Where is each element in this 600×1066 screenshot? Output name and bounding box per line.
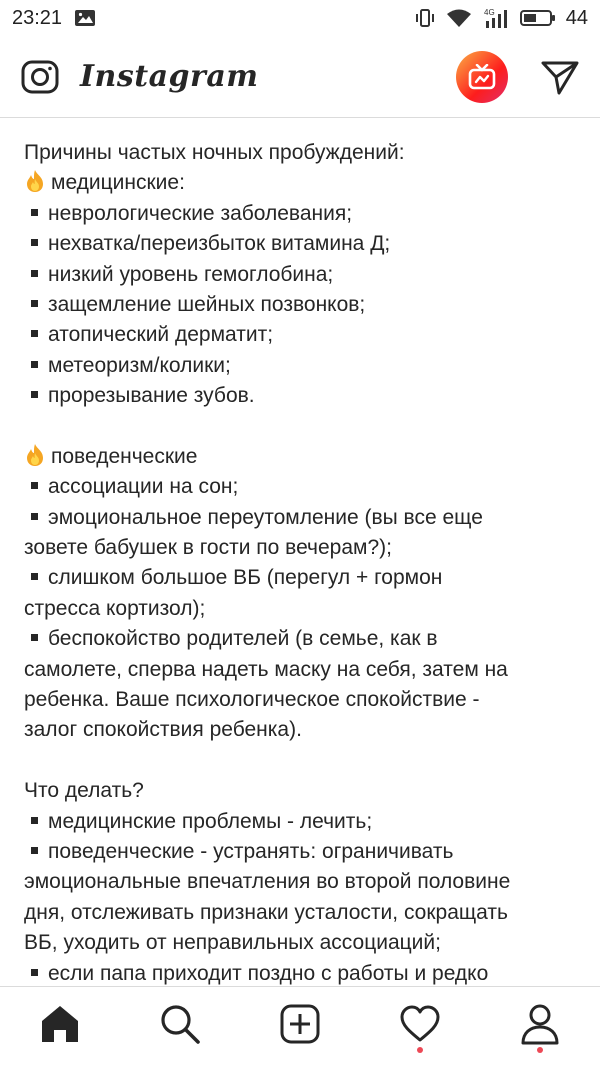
- caption-line: [24, 442, 580, 472]
- caption-line-text: Причины частых ночных пробуждений:: [24, 141, 405, 164]
- bullet-icon: [31, 482, 38, 489]
- caption-line: [24, 959, 580, 986]
- bullet-icon: [31, 513, 38, 520]
- nav-profile[interactable]: [510, 997, 570, 1057]
- caption-line: [24, 138, 580, 168]
- caption-line-text: залог спокойствия ребенка).: [24, 718, 302, 742]
- caption-line-text: нехватка/переизбыток витамина Д;: [48, 232, 391, 256]
- app-header: [0, 36, 600, 118]
- caption-line: [24, 563, 580, 593]
- caption-line-text: прорезывание зубов.: [48, 384, 255, 408]
- caption-line: [24, 685, 580, 715]
- caption-line-text: поведенческие: [51, 444, 198, 468]
- signal-icon: [482, 7, 510, 29]
- caption-line: [24, 898, 580, 928]
- status-bar: [0, 0, 600, 36]
- bullet-icon: [31, 634, 38, 641]
- caption-line-text: поведенческие - устранять: ограничивать: [48, 839, 454, 863]
- wifi-icon: [446, 8, 472, 28]
- nav-home[interactable]: [30, 997, 90, 1057]
- bullet-icon: [31, 391, 38, 398]
- caption-line: [24, 503, 580, 533]
- fire-emoji-icon: [24, 445, 51, 468]
- profile-icon: [520, 1003, 560, 1050]
- post-caption: [24, 138, 580, 986]
- caption-line-text: защемление шейных позвонков;: [48, 292, 366, 316]
- caption-line: [24, 655, 580, 685]
- vibrate-icon: [414, 7, 436, 29]
- caption-line-text: зовете бабушек в гости по вечерам?);: [24, 536, 392, 560]
- caption-line-text: самолете, сперва надеть маску на себя, затем на: [24, 657, 508, 681]
- battery-icon: [520, 8, 556, 28]
- caption-line: [24, 746, 580, 776]
- caption-line-text: дня, отслеживать признаки усталости, сокращать: [24, 900, 508, 924]
- caption-line-text: неврологические заболевания;: [48, 201, 353, 225]
- bottom-navigation: [0, 986, 600, 1066]
- activity-notification-dot: [417, 1047, 423, 1053]
- caption-line-text: слишком большое ВБ (перегул + гормон: [48, 566, 443, 590]
- header-actions: [456, 51, 580, 103]
- status-icons: [414, 7, 588, 30]
- caption-line: [24, 320, 580, 350]
- caption-line-text: эмоциональное переутомление (вы все еще: [48, 505, 483, 529]
- nav-activity[interactable]: [390, 997, 450, 1057]
- bullet-icon: [31, 847, 38, 854]
- bullet-icon: [31, 300, 38, 307]
- caption-line: [24, 533, 580, 563]
- caption-line: [24, 168, 580, 198]
- fire-emoji-icon: [24, 171, 51, 194]
- bullet-icon: [31, 330, 38, 337]
- nav-new-post[interactable]: [270, 997, 330, 1057]
- caption-line: [24, 412, 580, 442]
- caption-line: [24, 260, 580, 290]
- caption-line: [24, 867, 580, 897]
- caption-line-text: беспокойство родителей (в семье, как в: [48, 627, 438, 651]
- caption-line: [24, 837, 580, 867]
- caption-line-text: ВБ, уходить от неправильных ассоциаций;: [24, 931, 441, 955]
- caption-line: [24, 381, 580, 411]
- add-post-icon: [280, 1004, 320, 1049]
- bullet-icon: [31, 969, 38, 976]
- caption-line-text: медицинские проблемы - лечить;: [48, 809, 373, 833]
- caption-line: [24, 776, 580, 806]
- svg-text:4G: 4G: [483, 8, 495, 17]
- profile-notification-dot: [537, 1047, 543, 1053]
- caption-line-text: ассоциации на сон;: [48, 475, 239, 499]
- caption-line: [24, 229, 580, 259]
- caption-line: [24, 472, 580, 502]
- caption-line: [24, 290, 580, 320]
- caption-line-text: Что делать?: [24, 779, 144, 803]
- caption-line: [24, 807, 580, 837]
- caption-line-text: ребенка. Ваше психологическое спокойствие -: [24, 688, 480, 712]
- nav-search[interactable]: [150, 997, 210, 1057]
- caption-line-text: метеоризм/колики;: [48, 353, 231, 377]
- caption-line-text: стресса кортизол);: [24, 596, 206, 620]
- caption-line-text: эмоциональные впечатления во второй половине: [24, 870, 511, 894]
- bullet-icon: [31, 573, 38, 580]
- battery-level: 44: [565, 6, 588, 29]
- heart-icon: [399, 1005, 441, 1048]
- caption-line: [24, 715, 580, 745]
- bullet-icon: [31, 239, 38, 246]
- status-time: 23:21: [12, 6, 63, 29]
- caption-line-text: атопический дерматит;: [48, 323, 274, 347]
- caption-line: [24, 928, 580, 958]
- caption-line-text: низкий уровень гемоглобина;: [48, 262, 334, 286]
- igtv-icon[interactable]: [456, 51, 508, 103]
- caption-line-text: медицинские:: [51, 171, 185, 195]
- bullet-icon: [31, 361, 38, 368]
- caption-line: [24, 624, 580, 654]
- home-icon: [39, 1004, 81, 1049]
- bullet-icon: [31, 270, 38, 277]
- picture-notification-icon: [74, 8, 96, 28]
- bullet-icon: [31, 817, 38, 824]
- camera-icon[interactable]: [20, 57, 60, 97]
- direct-message-icon[interactable]: [540, 57, 580, 97]
- caption-line-text: если папа приходит поздно с работы и редко: [48, 961, 489, 985]
- caption-line: [24, 199, 580, 229]
- caption-line: [24, 594, 580, 624]
- search-icon: [159, 1003, 201, 1050]
- bullet-icon: [31, 209, 38, 216]
- caption-line: [24, 351, 580, 381]
- instagram-logo[interactable]: Instagram: [80, 59, 259, 94]
